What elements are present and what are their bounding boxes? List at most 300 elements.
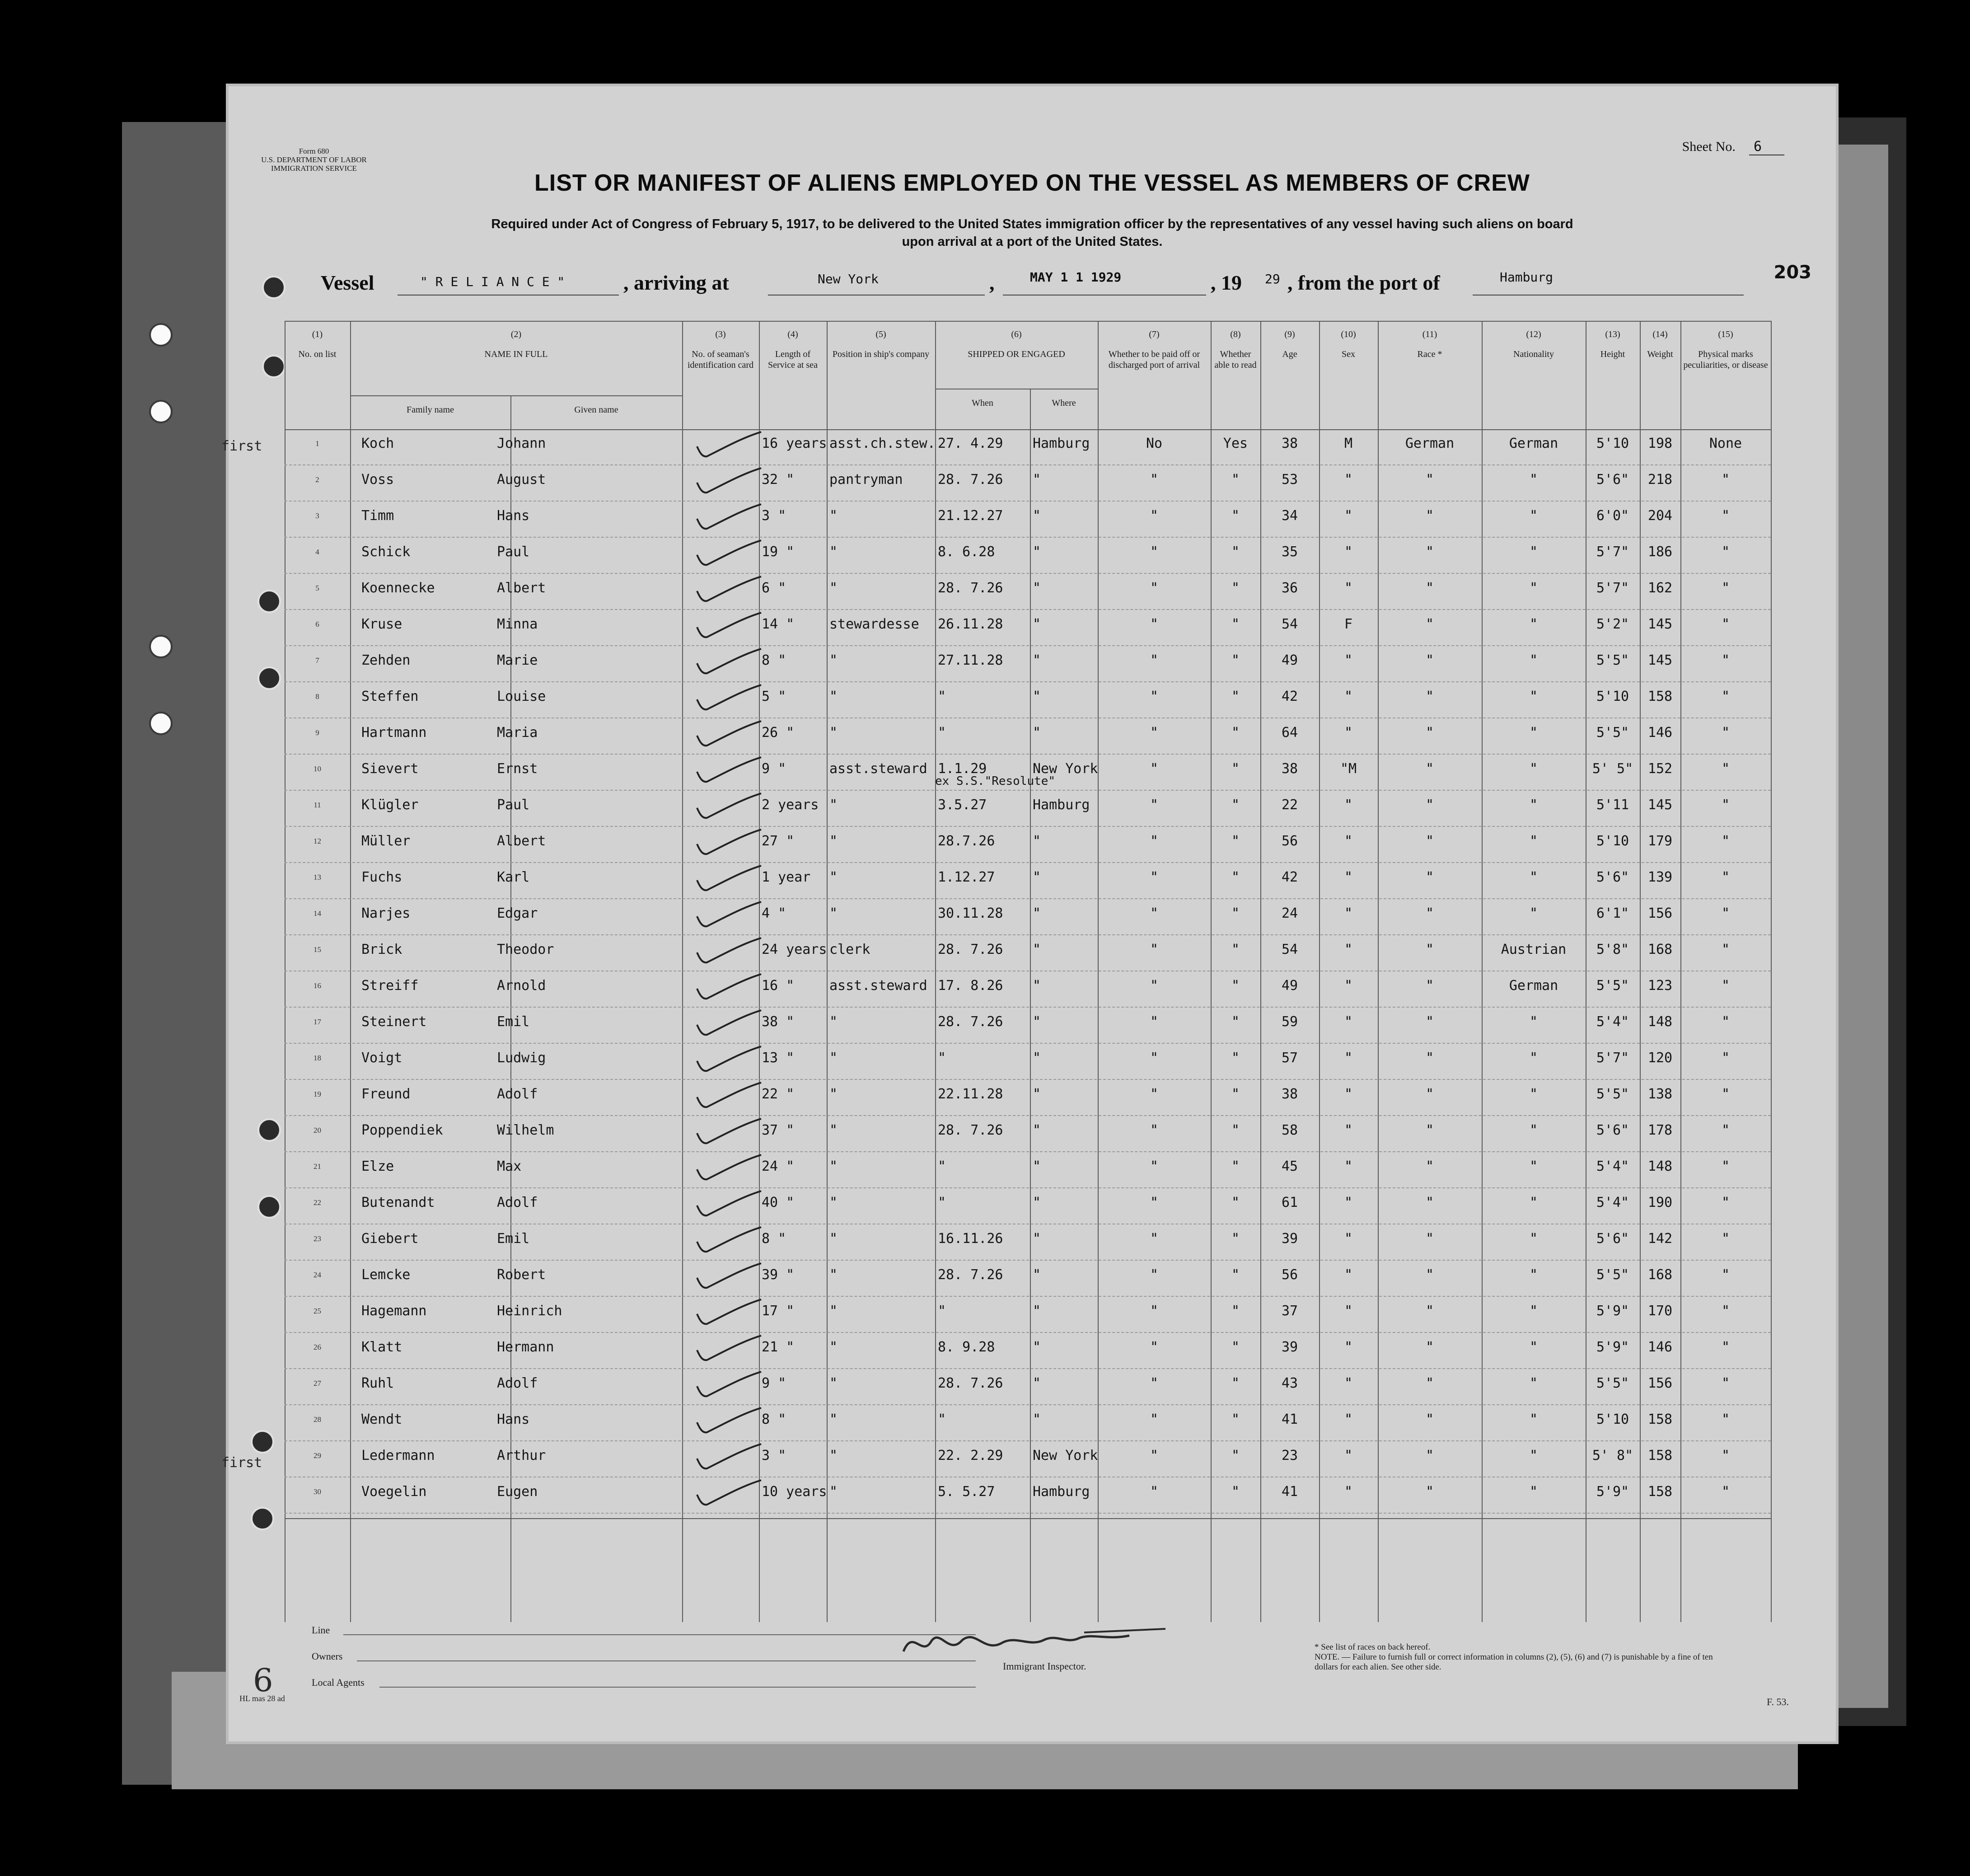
checkmark-icon [689, 1297, 793, 1328]
column-header [1378, 329, 1482, 360]
table-row [285, 610, 1771, 646]
cell-position: " [829, 1448, 838, 1463]
table-row [285, 465, 1771, 502]
cell-service: 22 " [762, 1086, 795, 1102]
column-label: Length of Service at sea [768, 349, 818, 370]
cell-race: " [1425, 652, 1434, 668]
cell-height: 5'5" [1596, 978, 1629, 994]
cell-when: " [938, 1050, 946, 1066]
checkmark-icon [689, 1152, 793, 1184]
penalty-note: NOTE. — Failure to furnish full or correct information in columns (2), (5), (6) and (7) is punishable by a fine of ten dollars for each alien. See other side. [1315, 1652, 1713, 1672]
cell-weight: 138 [1647, 1086, 1673, 1102]
cell-no: 9 [315, 728, 319, 737]
column-label: Position in ship's company [832, 349, 930, 359]
cell-read: " [1231, 942, 1240, 957]
cell-when: " [938, 689, 946, 704]
cell-marks: " [1721, 978, 1730, 994]
inspector-label: Immigrant Inspector. [1003, 1660, 1086, 1672]
cell-race: " [1425, 1375, 1434, 1391]
checkmark-icon [689, 646, 793, 678]
column-header [1319, 329, 1378, 360]
cell-sex: " [1344, 1086, 1353, 1102]
cell-family: Giebert [361, 1231, 419, 1247]
cell-height: 5'7" [1596, 544, 1629, 560]
cell-service: 39 " [762, 1267, 795, 1283]
cell-when: 28. 7.26 [938, 1267, 1003, 1283]
table-row [285, 1333, 1771, 1369]
cell-sex: " [1344, 1195, 1353, 1210]
cell-position: " [829, 1195, 838, 1210]
cell-family: Zehden [361, 652, 411, 668]
cell-age: 56 [1281, 833, 1298, 849]
cell-given: Adolf [497, 1375, 538, 1391]
cell-position: " [829, 1122, 838, 1138]
cell-family: Steffen [361, 689, 419, 704]
cell-marks: " [1721, 833, 1730, 849]
checkmark-icon [689, 1188, 793, 1220]
checkmark-icon [689, 574, 793, 605]
cell-nationality: Austrian [1501, 942, 1567, 957]
cell-position: " [829, 1339, 838, 1355]
cell-service: 16 years [762, 436, 827, 451]
cell-position: " [829, 652, 838, 668]
cell-race: " [1425, 1267, 1434, 1283]
table-row [285, 646, 1771, 682]
table-row [285, 574, 1771, 610]
cell-family: Freund [361, 1086, 411, 1102]
cell-where: " [1033, 1195, 1041, 1210]
cell-family: Elze [361, 1158, 394, 1174]
cell-weight: 204 [1647, 508, 1673, 524]
cell-marks: " [1721, 580, 1730, 596]
table-bottom-rule [285, 1518, 1771, 1519]
cell-service: 9 " [762, 1375, 786, 1391]
cell-read: " [1231, 1086, 1240, 1102]
cell-when: " [938, 1412, 946, 1427]
column-subheader: When [972, 398, 993, 408]
cell-sex: " [1344, 1122, 1353, 1138]
cell-marks: " [1721, 544, 1730, 560]
cell-race: " [1425, 544, 1434, 560]
checkmark-icon [689, 1333, 793, 1365]
cell-no: 15 [314, 945, 321, 954]
cell-marks: " [1721, 1484, 1730, 1500]
cell-age: 61 [1281, 1195, 1298, 1210]
cell-given: Louise [497, 689, 546, 704]
cell-age: 43 [1281, 1375, 1298, 1391]
cell-given: Ludwig [497, 1050, 546, 1066]
cell-position: stewardesse [829, 616, 919, 632]
cell-height: 5'7" [1596, 1050, 1629, 1066]
cell-no: 17 [314, 1018, 321, 1026]
cell-family: Ruhl [361, 1375, 394, 1391]
cell-sex: " [1344, 1050, 1353, 1066]
cell-position: " [829, 1267, 838, 1283]
cell-age: 49 [1281, 652, 1298, 668]
vessel-label: Vessel [321, 271, 374, 294]
footer-owners-label: Owners [312, 1651, 343, 1662]
cell-no: 3 [315, 511, 319, 520]
cell-given: Ernst [497, 761, 538, 777]
checkmark-icon [689, 465, 793, 497]
cell-no: 6 [315, 620, 319, 628]
cell-height: 5'6" [1596, 472, 1629, 488]
table-row [285, 899, 1771, 935]
table-row [285, 1405, 1771, 1441]
cell-where: " [1033, 1122, 1041, 1138]
cell-weight: 158 [1647, 1412, 1673, 1427]
cell-height: 5'5" [1596, 1267, 1629, 1283]
cell-where: " [1033, 725, 1041, 741]
cell-weight: 198 [1647, 436, 1673, 451]
arrival-date-stamp: MAY 1 1 1929 [1030, 270, 1122, 285]
cell-given: Heinrich [497, 1303, 562, 1319]
binder-hole [149, 323, 173, 347]
cell-service: 19 " [762, 544, 795, 560]
cell-age: 53 [1281, 472, 1298, 488]
cell-sex: " [1344, 580, 1353, 596]
cell-service: 27 " [762, 833, 795, 849]
cell-age: 39 [1281, 1339, 1298, 1355]
cell-race: " [1425, 1195, 1434, 1210]
cell-given: Adolf [497, 1086, 538, 1102]
cell-weight: 168 [1647, 1267, 1673, 1283]
cell-height: 5'5" [1596, 1086, 1629, 1102]
cell-family: Hagemann [361, 1303, 427, 1319]
cell-weight: 162 [1647, 580, 1673, 596]
footer-line-label: Line [312, 1624, 330, 1636]
cell-where: " [1033, 1375, 1041, 1391]
cell-no: 29 [314, 1451, 321, 1460]
cell-position: " [829, 1231, 838, 1247]
cell-service: 8 " [762, 1231, 786, 1247]
cell-paid: " [1150, 761, 1159, 777]
cell-paid: " [1150, 797, 1159, 813]
cell-weight: 145 [1647, 797, 1673, 813]
cell-nationality: " [1529, 1303, 1538, 1319]
cell-where: " [1033, 652, 1041, 668]
cell-when: 28. 7.26 [938, 1122, 1003, 1138]
checkmark-icon [689, 1224, 793, 1256]
cell-weight: 178 [1647, 1122, 1673, 1138]
cell-service: 21 " [762, 1339, 795, 1355]
cell-age: 54 [1281, 616, 1298, 632]
cell-age: 36 [1281, 580, 1298, 596]
cell-weight: 190 [1647, 1195, 1673, 1210]
cell-height: 5'5" [1596, 652, 1629, 668]
cell-paid: " [1150, 1158, 1159, 1174]
cell-where: New York [1033, 1448, 1098, 1463]
cell-weight: 142 [1647, 1231, 1673, 1247]
cell-race: " [1425, 1014, 1434, 1030]
race-note: * See list of races on back hereof. [1315, 1642, 1431, 1652]
cell-where: Hamburg [1033, 797, 1090, 813]
cell-race: " [1425, 472, 1434, 488]
cell-service: 14 " [762, 616, 795, 632]
table-row [285, 1080, 1771, 1116]
cell-when: " [938, 1303, 946, 1319]
cell-family: Butenandt [361, 1195, 435, 1210]
cell-service: 5 " [762, 689, 786, 704]
cell-service: 16 " [762, 978, 795, 994]
cell-race: " [1425, 905, 1434, 921]
checkmark-icon [689, 1369, 793, 1401]
cell-paid: " [1150, 942, 1159, 957]
column-header [1260, 329, 1319, 360]
cell-given: Emil [497, 1014, 530, 1030]
table-row [285, 429, 1771, 465]
cell-read: " [1231, 508, 1240, 524]
cell-service: 8 " [762, 1412, 786, 1427]
punch-hole [257, 1195, 281, 1219]
cell-family: Brick [361, 942, 402, 957]
cell-given: Albert [497, 833, 546, 849]
cell-paid: " [1150, 616, 1159, 632]
cell-read: " [1231, 797, 1240, 813]
table-row [285, 1008, 1771, 1044]
cell-race: " [1425, 725, 1434, 741]
cell-family: Kruse [361, 616, 402, 632]
sheet-number [1682, 139, 1784, 155]
cell-position: " [829, 1050, 838, 1066]
cell-no: 28 [314, 1415, 321, 1424]
cell-nationality: " [1529, 472, 1538, 488]
handwritten-page-number: 6 [253, 1662, 273, 1699]
vessel-info-line: Vessel " R E L I A N C E " , arriving at New York , MAY 1 1 1929 , 19 29 , from the port of Hamburg [267, 267, 1802, 298]
cell-given: Theodor [497, 942, 554, 957]
cell-marks: " [1721, 797, 1730, 813]
cell-height: 5'9" [1596, 1303, 1629, 1319]
column-label: Weight [1647, 349, 1673, 359]
cell-position: clerk [829, 942, 870, 957]
cell-race: " [1425, 761, 1434, 777]
cell-where: " [1033, 1050, 1041, 1066]
footer-note [1315, 1642, 1730, 1672]
cell-position: " [829, 1484, 838, 1500]
column-label: Nationality [1513, 349, 1554, 359]
cell-nationality: " [1529, 1231, 1538, 1247]
column-number: (3) [715, 329, 726, 339]
cell-where: Hamburg [1033, 1484, 1090, 1500]
column-number: (12) [1526, 329, 1541, 339]
cell-position: " [829, 833, 838, 849]
cell-paid: " [1150, 833, 1159, 849]
table-row [285, 718, 1771, 755]
cell-when: 27. 4.29 [938, 436, 1003, 451]
checkmark-icon [689, 1405, 793, 1437]
cell-family: Steinert [361, 1014, 427, 1030]
column-number: (10) [1341, 329, 1356, 339]
cell-no: 10 [314, 764, 321, 773]
cell-read: " [1231, 761, 1240, 777]
cell-where: " [1033, 1267, 1041, 1283]
table-row [285, 971, 1771, 1008]
cell-read: " [1231, 472, 1240, 488]
cell-race: " [1425, 978, 1434, 994]
cell-given: Hermann [497, 1339, 554, 1355]
cell-position: " [829, 1014, 838, 1030]
table-row [285, 1297, 1771, 1333]
cell-read: " [1231, 689, 1240, 704]
cell-paid: " [1150, 869, 1159, 885]
cell-given: Edgar [497, 905, 538, 921]
column-label: No. on list [298, 349, 337, 359]
cell-position: " [829, 1375, 838, 1391]
subtitle-line-1: Required under Act of Congress of February 5, 1917, to be delivered to the United States immigration officer by the representatives of any vessel having such aliens on board [491, 217, 1573, 231]
column-number: (11) [1422, 329, 1437, 339]
cell-nationality: " [1529, 1375, 1538, 1391]
cell-height: 5'10 [1596, 436, 1629, 451]
cell-height: 5'5" [1596, 1375, 1629, 1391]
cell-marks: " [1721, 1050, 1730, 1066]
cell-service: 2 years [762, 797, 819, 813]
checkmark-icon [689, 791, 793, 822]
checkmark-icon [689, 538, 793, 569]
cell-nationality: " [1529, 1195, 1538, 1210]
cell-age: 38 [1281, 1086, 1298, 1102]
cell-no: 13 [314, 873, 321, 882]
cell-position: " [829, 508, 838, 524]
column-label: Height [1600, 349, 1625, 359]
cell-where: " [1033, 942, 1041, 957]
cell-given: Marie [497, 652, 538, 668]
column-label: Age [1282, 349, 1297, 359]
cell-weight: 145 [1647, 652, 1673, 668]
cell-sex: " [1344, 1412, 1353, 1427]
column-label: Race * [1417, 349, 1442, 359]
cell-family: Narjes [361, 905, 411, 921]
cell-family: Koch [361, 436, 394, 451]
cell-height: 5'11 [1596, 797, 1629, 813]
cell-weight: 145 [1647, 616, 1673, 632]
cell-no: 25 [314, 1307, 321, 1315]
cell-weight: 186 [1647, 544, 1673, 560]
cell-given: Paul [497, 544, 530, 560]
cell-nationality: " [1529, 1484, 1538, 1500]
cell-marks: " [1721, 1195, 1730, 1210]
column-number: (7) [1149, 329, 1160, 339]
cell-nationality: German [1509, 436, 1558, 451]
cell-paid: " [1150, 905, 1159, 921]
cell-paid: " [1150, 1267, 1159, 1283]
column-number: (4) [787, 329, 798, 339]
cell-paid: " [1150, 1412, 1159, 1427]
cell-marks: " [1721, 652, 1730, 668]
cell-marks: " [1721, 1122, 1730, 1138]
cell-age: 34 [1281, 508, 1298, 524]
cell-sex: " [1344, 1014, 1353, 1030]
cell-height: 5'6" [1596, 869, 1629, 885]
table-row [285, 1441, 1771, 1477]
cell-given: Maria [497, 725, 538, 741]
cell-race: " [1425, 942, 1434, 957]
cell-height: 5'4" [1596, 1014, 1629, 1030]
cell-nationality: German [1509, 978, 1558, 994]
cell-when: 28. 7.26 [938, 942, 1003, 957]
cell-when: 28. 7.26 [938, 1375, 1003, 1391]
cell-nationality: " [1529, 1086, 1538, 1102]
cell-paid: " [1150, 544, 1159, 560]
cell-paid: " [1150, 1339, 1159, 1355]
from-port-value: Hamburg [1500, 270, 1554, 285]
cell-nationality: " [1529, 1014, 1538, 1030]
cell-sex: " [1344, 942, 1353, 957]
checkmark-icon [689, 971, 793, 1003]
cell-where: " [1033, 1303, 1041, 1319]
footer-local-agents-label: Local Agents [312, 1677, 365, 1688]
cell-age: 41 [1281, 1484, 1298, 1500]
year-suffix: 29 [1265, 272, 1280, 286]
cell-marks: " [1721, 508, 1730, 524]
checkmark-icon [689, 682, 793, 714]
column-label: No. of seaman's identification card [687, 349, 754, 370]
cell-nationality: " [1529, 616, 1538, 632]
column-subheader: Where [1052, 398, 1076, 408]
cell-paid: " [1150, 1231, 1159, 1247]
column-header [759, 329, 827, 371]
cell-where: New York [1033, 761, 1098, 777]
cell-age: 54 [1281, 942, 1298, 957]
cell-read: " [1231, 725, 1240, 741]
cell-sex: " [1344, 1339, 1353, 1355]
cell-given: Arthur [497, 1448, 546, 1463]
cell-when: 21.12.27 [938, 508, 1003, 524]
cell-nationality: " [1529, 905, 1538, 921]
cell-sex: " [1344, 544, 1353, 560]
cell-shipped-note: ex S.S."Resolute" [935, 774, 1056, 788]
cell-no: 20 [314, 1126, 321, 1135]
cell-when: 28.7.26 [938, 833, 995, 849]
cell-height: 5' 8" [1592, 1448, 1633, 1463]
cell-sex: "M [1340, 761, 1357, 777]
cell-sex: " [1344, 1303, 1353, 1319]
cell-sex: " [1344, 1484, 1353, 1500]
cell-weight: 170 [1647, 1303, 1673, 1319]
cell-age: 64 [1281, 725, 1298, 741]
column-number: (2) [510, 329, 522, 339]
stamp-number: 203 [1773, 262, 1811, 283]
cell-weight: 156 [1647, 1375, 1673, 1391]
cell-weight: 158 [1647, 1484, 1673, 1500]
cell-marks: " [1721, 1231, 1730, 1247]
sheet-number-value: 6 [1749, 139, 1784, 155]
cell-when: 8. 9.28 [938, 1339, 995, 1355]
cell-position: asst.steward [829, 761, 927, 777]
cell-position: asst.steward [829, 978, 927, 994]
cell-service: 40 " [762, 1195, 795, 1210]
cell-read: " [1231, 1375, 1240, 1391]
cell-when: 28. 7.26 [938, 580, 1003, 596]
table-row [285, 502, 1771, 538]
cell-when: 28. 7.26 [938, 1014, 1003, 1030]
cell-height: 5'8" [1596, 942, 1629, 957]
cell-family: Fuchs [361, 869, 402, 885]
cell-height: 6'0" [1596, 508, 1629, 524]
cell-given: August [497, 472, 546, 488]
cell-sex: " [1344, 508, 1353, 524]
handwritten-mark: HL mas 28 ad [239, 1694, 285, 1703]
cell-given: Wilhelm [497, 1122, 554, 1138]
cell-where: " [1033, 1339, 1041, 1355]
cell-sex: " [1344, 1267, 1353, 1283]
department-name: U.S. DEPARTMENT OF LABOR [261, 155, 367, 164]
year-prefix: , 19 [1211, 271, 1242, 294]
subtitle-line-2: upon arrival at a port of the United States. [902, 234, 1163, 249]
cell-service: 6 " [762, 580, 786, 596]
cell-height: 5'5" [1596, 725, 1629, 741]
checkmark-icon [689, 1080, 793, 1112]
cell-family: Streiff [361, 978, 419, 994]
